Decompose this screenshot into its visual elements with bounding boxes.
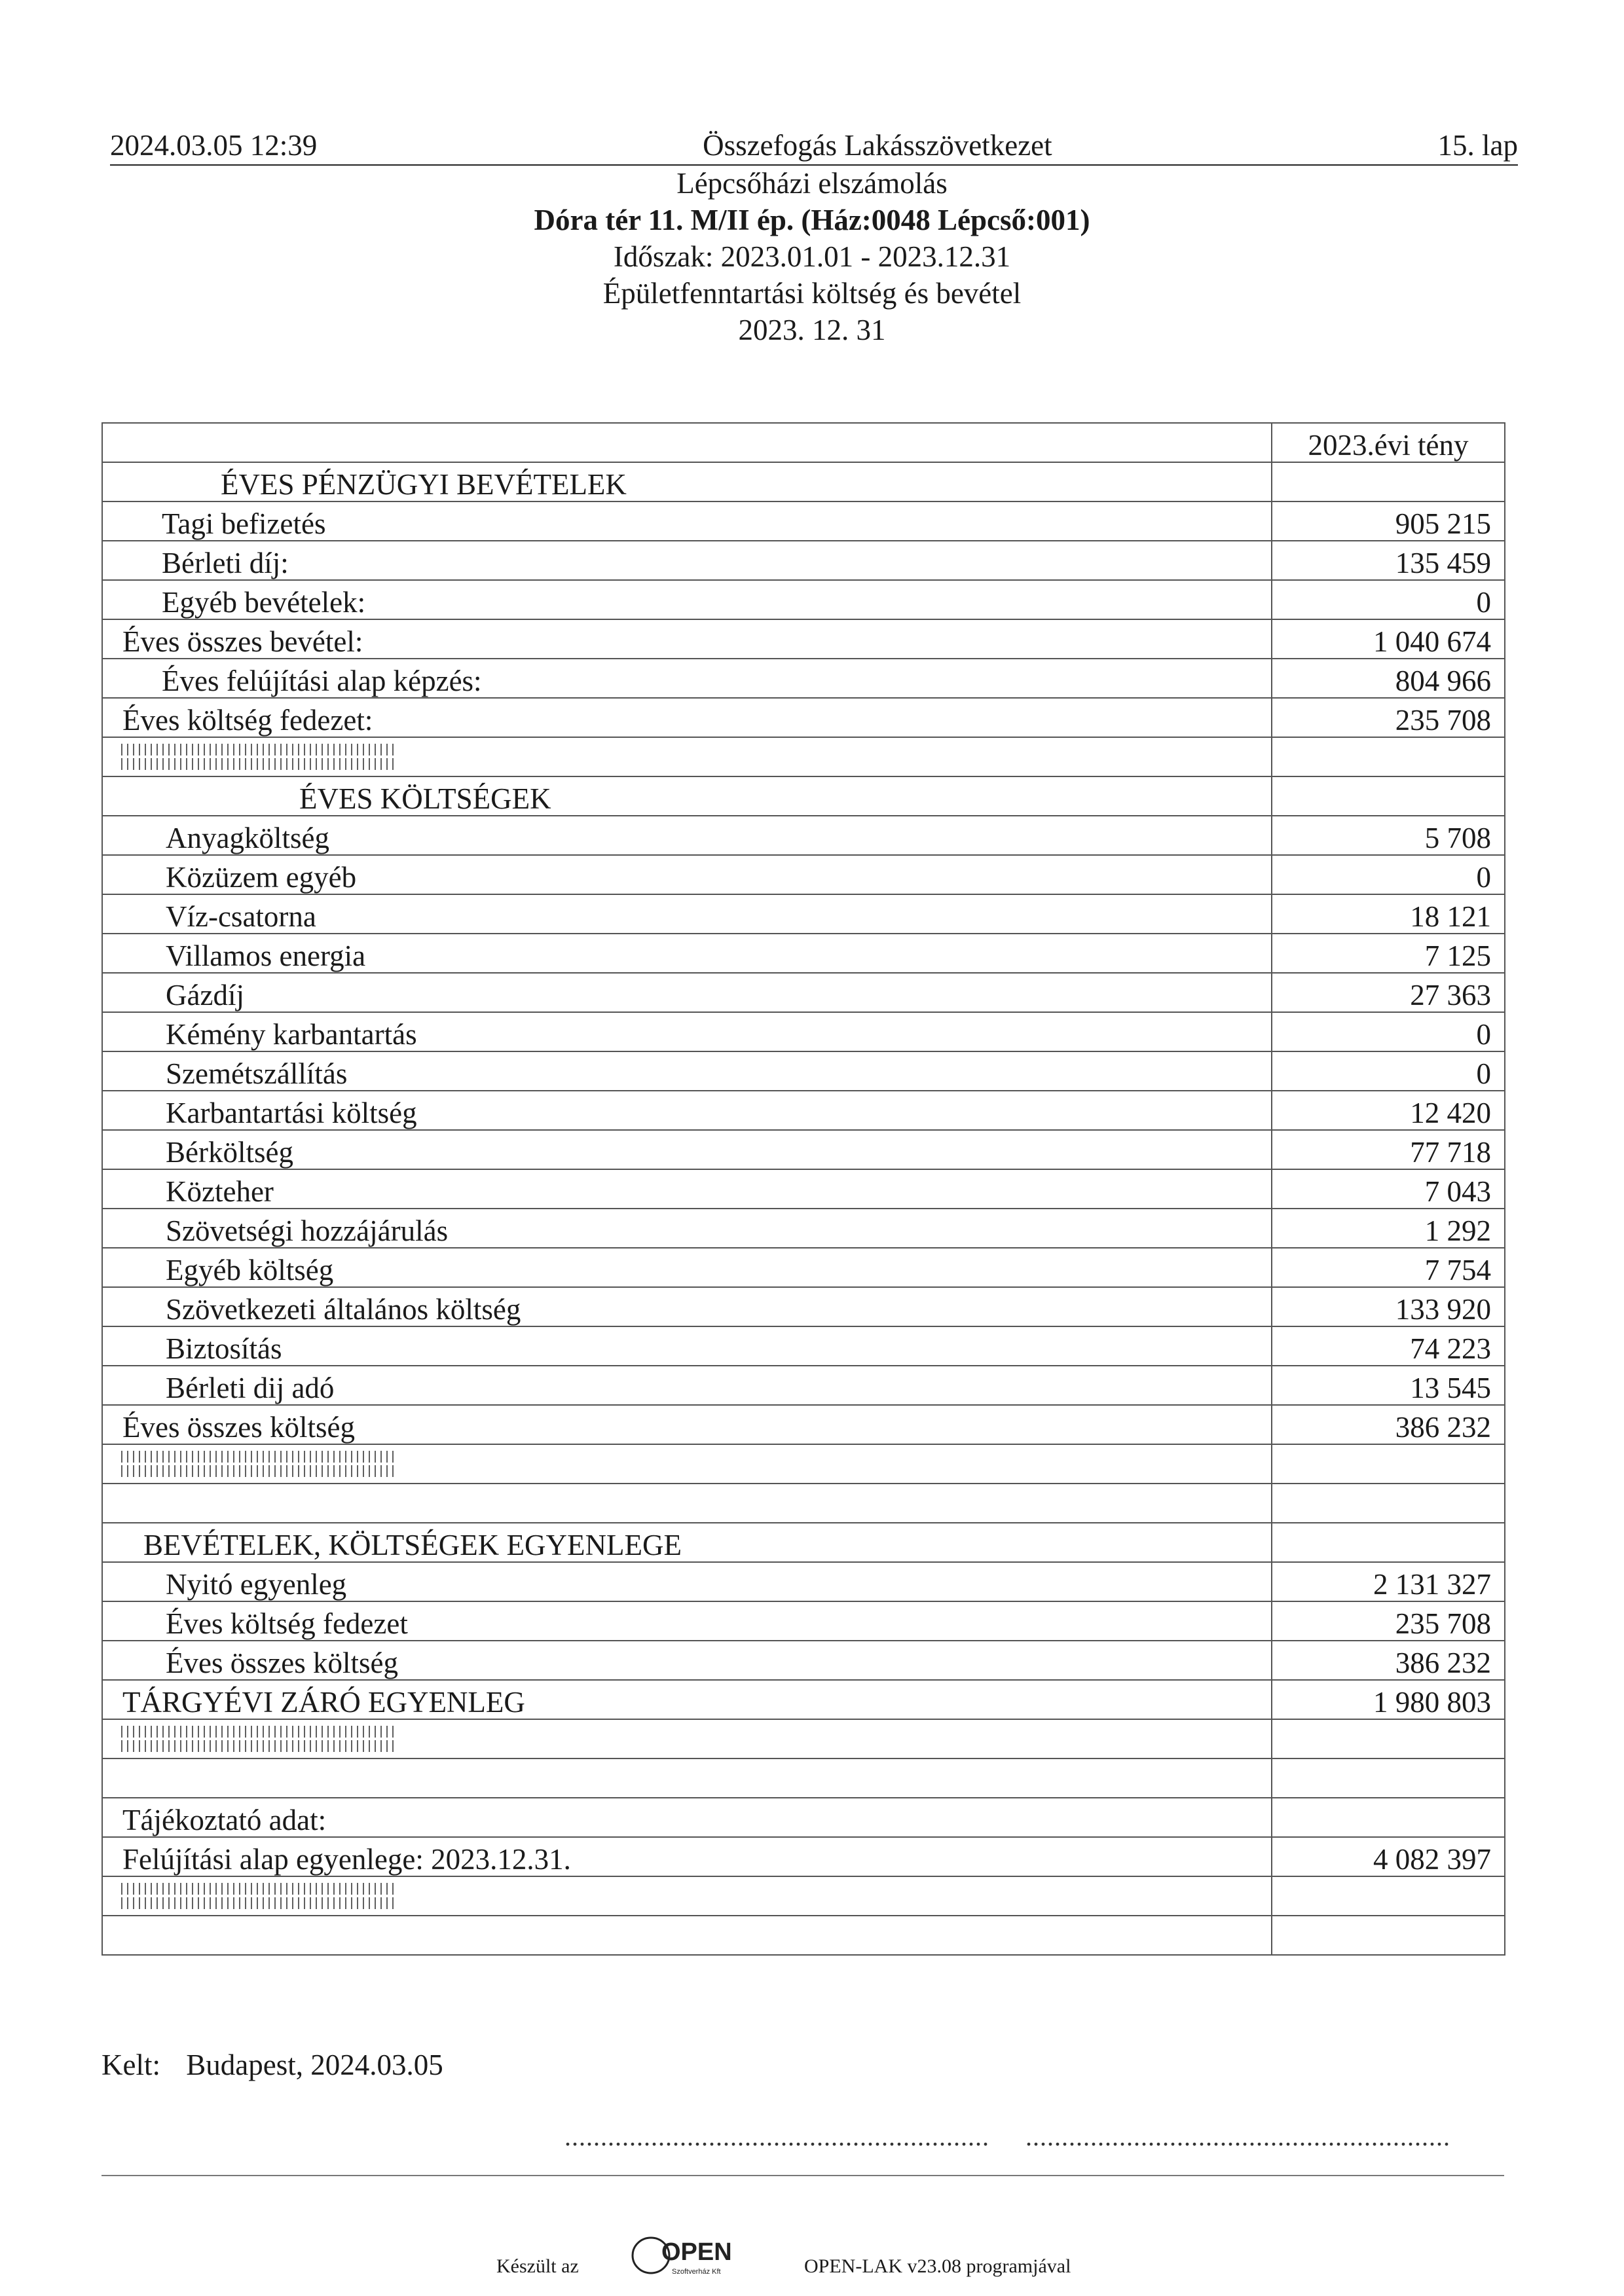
tick-separator xyxy=(121,1451,396,1477)
table-row xyxy=(102,1366,1505,1405)
row-value: 7 754 xyxy=(1272,1248,1505,1287)
row-value: 5 708 xyxy=(1272,816,1505,855)
row-value: 386 232 xyxy=(1272,1405,1505,1444)
table-row xyxy=(102,1051,1505,1091)
renewal-balance-label: Felújítási alap egyenlege: 2023.12.31. xyxy=(102,1837,1272,1876)
row-label: Gázdíj xyxy=(102,973,1272,1012)
table-row xyxy=(102,659,1505,698)
row-label: Éves felújítási alap képzés: xyxy=(102,659,1272,698)
row-label: Szövetségi hozzájárulás xyxy=(102,1209,1272,1248)
table-row xyxy=(102,1562,1505,1601)
row-value: 386 232 xyxy=(1272,1641,1505,1680)
row-value: 2 131 327 xyxy=(1272,1562,1505,1601)
row-label: Éves összes bevétel: xyxy=(102,619,1272,659)
row-value: 0 xyxy=(1272,1012,1505,1051)
column-header: 2023.évi tény xyxy=(1272,423,1505,462)
table-row xyxy=(102,1837,1505,1876)
footer-divider xyxy=(101,2175,1504,2176)
report-date: 2023. 12. 31 xyxy=(738,314,886,346)
kelt-value: Budapest, 2024.03.05 xyxy=(186,2049,443,2081)
table-header-row xyxy=(102,423,1505,462)
table-row xyxy=(102,855,1505,894)
table-row xyxy=(102,1130,1505,1169)
signature-line-right: ........................................................... xyxy=(1025,2122,1450,2151)
row-value: 0 xyxy=(1272,855,1505,894)
table-row xyxy=(102,541,1505,580)
row-label: Szövetkezeti általános költség xyxy=(102,1287,1272,1326)
section-heading-row xyxy=(102,462,1505,501)
tick-separator xyxy=(121,1726,396,1752)
table-row xyxy=(102,1601,1505,1641)
row-value: 12 420 xyxy=(1272,1091,1505,1130)
row-value: 77 718 xyxy=(1272,1130,1505,1169)
row-label: Éves költség fedezet xyxy=(102,1601,1272,1641)
section-heading-row xyxy=(102,1523,1505,1562)
blank-row xyxy=(102,1758,1505,1798)
report-heading xyxy=(0,165,1624,348)
row-value: 905 215 xyxy=(1272,501,1505,541)
row-label: Kémény karbantartás xyxy=(102,1012,1272,1051)
row-label: Nyitó egyenleg xyxy=(102,1562,1272,1601)
row-value: 1 040 674 xyxy=(1272,619,1505,659)
renewal-balance-value: 4 082 397 xyxy=(1272,1837,1505,1876)
row-value: 235 708 xyxy=(1272,1601,1505,1641)
table-row xyxy=(102,1798,1505,1837)
row-label: Biztosítás xyxy=(102,1326,1272,1366)
row-value: 804 966 xyxy=(1272,659,1505,698)
row-label: Közteher xyxy=(102,1169,1272,1209)
row-label: Egyéb bevételek: xyxy=(102,580,1272,619)
separator-row xyxy=(102,1444,1505,1484)
header-label-cell xyxy=(102,423,1272,462)
logo-text: OPEN xyxy=(661,2238,732,2266)
row-value: 1 292 xyxy=(1272,1209,1505,1248)
row-label: Közüzem egyéb xyxy=(102,855,1272,894)
row-label: Víz-csatorna xyxy=(102,894,1272,934)
row-value: 13 545 xyxy=(1272,1366,1505,1405)
row-value: 7 125 xyxy=(1272,934,1505,973)
row-label: Éves összes költség xyxy=(102,1405,1272,1444)
separator-row xyxy=(102,1719,1505,1758)
report-period: Időszak: 2023.01.01 - 2023.12.31 xyxy=(613,240,1011,273)
kelt-label: Kelt: xyxy=(101,2049,160,2081)
separator-row xyxy=(102,737,1505,776)
table-row xyxy=(102,580,1505,619)
organization-name: Összefogás Lakásszövetkezet xyxy=(703,129,1052,162)
table-row xyxy=(102,1680,1505,1719)
page-number: 15. lap xyxy=(1437,129,1518,162)
section-heading-row xyxy=(102,776,1505,816)
tick-separator xyxy=(121,744,396,770)
income-heading: ÉVES PÉNZÜGYI BEVÉTELEK xyxy=(102,462,1272,501)
table-row xyxy=(102,1169,1505,1209)
table-row xyxy=(102,934,1505,973)
row-label: Karbantartási költség xyxy=(102,1091,1272,1130)
row-value: 27 363 xyxy=(1272,973,1505,1012)
open-logo-icon xyxy=(630,2234,748,2277)
row-label: Bérköltség xyxy=(102,1130,1272,1169)
table-row xyxy=(102,1405,1505,1444)
signature-line-left: ........................................................... xyxy=(564,2122,989,2151)
building-address: Dóra tér 11. M/II ép. (Ház:0048 Lépcső:001) xyxy=(534,204,1090,236)
row-value: 74 223 xyxy=(1272,1326,1505,1366)
closing-balance-label: TÁRGYÉVI ZÁRÓ EGYENLEG xyxy=(102,1680,1272,1719)
balance-heading: BEVÉTELEK, KÖLTSÉGEK EGYENLEGE xyxy=(102,1523,1272,1562)
table-row xyxy=(102,1209,1505,1248)
table-row xyxy=(102,816,1505,855)
row-value: 235 708 xyxy=(1272,698,1505,737)
settlement-table xyxy=(101,422,1505,1956)
costs-heading: ÉVES KÖLTSÉGEK xyxy=(102,776,1272,816)
info-label: Tájékoztató adat: xyxy=(102,1798,1272,1837)
row-label: Szemétszállítás xyxy=(102,1051,1272,1091)
issue-place-date xyxy=(101,2048,443,2082)
blank-row xyxy=(102,1916,1505,1955)
table-row xyxy=(102,973,1505,1012)
table-row xyxy=(102,894,1505,934)
separator-row xyxy=(102,1876,1505,1916)
row-label: Éves költség fedezet: xyxy=(102,698,1272,737)
row-value: 7 043 xyxy=(1272,1169,1505,1209)
report-subtitle: Lépcsőházi elszámolás xyxy=(676,167,948,200)
logo-subtext: Szoftverház Kft xyxy=(672,2268,721,2276)
table-row xyxy=(102,1641,1505,1680)
row-label: Bérleti dij adó xyxy=(102,1366,1272,1405)
table-row xyxy=(102,501,1505,541)
table-row xyxy=(102,619,1505,659)
row-label: Anyagköltség xyxy=(102,816,1272,855)
report-title: Épületfenntartási költség és bevétel xyxy=(602,277,1022,310)
table-row xyxy=(102,1326,1505,1366)
row-value: 18 121 xyxy=(1272,894,1505,934)
table-row xyxy=(102,1091,1505,1130)
row-label: Egyéb költség xyxy=(102,1248,1272,1287)
table-row xyxy=(102,1248,1505,1287)
closing-balance-value: 1 980 803 xyxy=(1272,1680,1505,1719)
row-label: Éves összes költség xyxy=(102,1641,1272,1680)
print-datetime: 2024.03.05 12:39 xyxy=(110,129,318,162)
blank-row xyxy=(102,1484,1505,1523)
row-label: Villamos energia xyxy=(102,934,1272,973)
row-value: 135 459 xyxy=(1272,541,1505,580)
table-row xyxy=(102,698,1505,737)
made-with-label: Készült az xyxy=(496,2255,579,2277)
row-value: 0 xyxy=(1272,580,1505,619)
table-row xyxy=(102,1012,1505,1051)
row-label: Bérleti díj: xyxy=(102,541,1272,580)
page-header xyxy=(110,128,1518,166)
program-label: OPEN-LAK v23.08 programjával xyxy=(804,2255,1071,2277)
row-value: 133 920 xyxy=(1272,1287,1505,1326)
row-label: Tagi befizetés xyxy=(102,501,1272,541)
table-row xyxy=(102,1287,1505,1326)
row-value: 0 xyxy=(1272,1051,1505,1091)
tick-separator xyxy=(121,1883,396,1909)
